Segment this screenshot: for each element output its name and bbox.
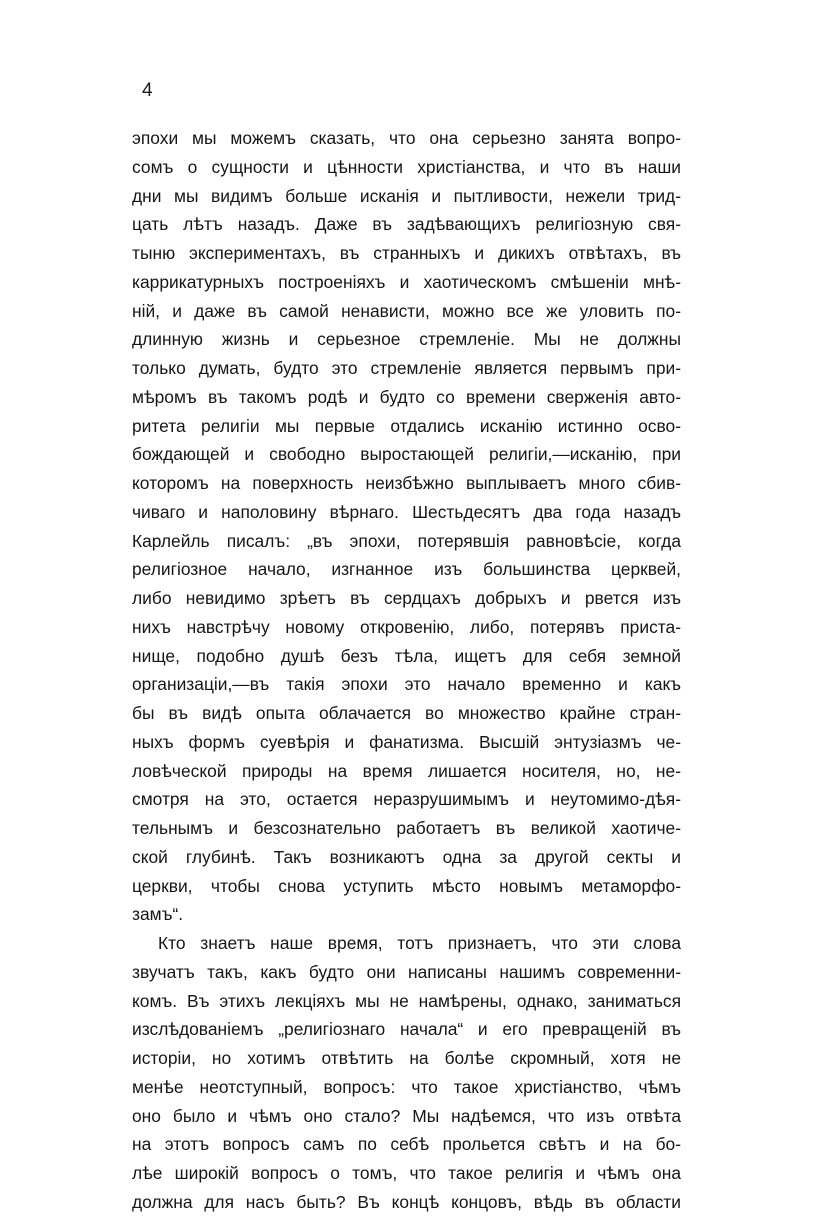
text-line: оно было и чѣмъ оно стало? Мы надѣемся, что изъ отвѣта: [132, 1105, 681, 1126]
body-text: [132, 124, 681, 1217]
text-line: ныхъ формъ суевѣрія и фанатизма. Высшій энтузіазмъ че-: [132, 731, 681, 752]
text-line: Кто знаетъ наше время, тотъ признаетъ, что эти слова: [158, 933, 681, 953]
text-line: церкви, чтобы снова уступить мѣсто новымъ метаморфо-: [132, 875, 681, 896]
text-line: организаціи,—въ такія эпохи это начало временно и какъ: [132, 674, 681, 695]
text-line: эпохи мы можемъ сказать, что она серьезно занята вопро-: [132, 128, 681, 148]
text-line: либо невидимо зрѣетъ въ сердцахъ добрыхъ и рвется изъ: [132, 588, 681, 608]
text-line: смотря на это, остается неразрушимымъ и неутомимо-дѣя-: [132, 789, 681, 810]
text-line: должна для насъ быть? Въ концѣ концовъ, вѣдь въ области: [132, 1191, 681, 1212]
text-line: нище, подобно душѣ безъ тѣла, ищетъ для себя земной: [132, 645, 681, 666]
text-line: ній, и даже въ самой ненависти, можно все же уловить по-: [132, 300, 681, 321]
text-line: длинную жизнь и серьезное стремленіе. Мы не должны: [132, 329, 681, 350]
text-line: мѣромъ въ такомъ родѣ и будто со времени сверженія авто-: [132, 386, 681, 407]
text-line: религіозное начало, изгнанное изъ большинства церквей,: [132, 559, 681, 580]
text-line: каррикатурныхъ построеніяхъ и хаотическомъ смѣшеніи мнѣ-: [132, 271, 681, 292]
text-line: бождающей и свободно выростающей религіи,—исканію, при: [132, 444, 681, 465]
text-line: ловѣческой природы на время лишается носителя, но, не-: [132, 760, 681, 781]
text-line: тельнымъ и безсознательно работаетъ въ великой хаотиче-: [132, 818, 681, 838]
text-line: замъ“.: [132, 904, 184, 925]
text-line: которомъ на поверхность неизбѣжно выплываетъ много сбив-: [132, 473, 681, 493]
text-line: дни мы видимъ больше исканія и пытливости, нежели трид-: [132, 185, 681, 206]
text-line: только думать, будто это стремленіе является первымъ при-: [132, 358, 681, 378]
text-line: лѣе широкій вопросъ о томъ, что такое религія и чѣмъ она: [132, 1163, 681, 1183]
text-line: на этотъ вопросъ самъ по себѣ прольется свѣтъ и на бо-: [132, 1134, 681, 1155]
page-number: 4: [142, 80, 153, 101]
text-line: бы въ видѣ опыта облачается во множество крайне стран-: [132, 703, 681, 723]
text-line: комъ. Въ этихъ лекціяхъ мы не намѣрены, однако, заниматься: [132, 990, 681, 1011]
text-line: изслѣдованіемъ „религіознаго начала“ и его превращеній въ: [132, 1019, 681, 1040]
text-line: нихъ навстрѣчу новому откровенію, либо, потерявъ приста-: [132, 616, 681, 637]
text-line: чиваго и наполовину вѣрнаго. Шестьдесятъ два года назадъ: [132, 501, 681, 522]
text-line: цать лѣтъ назадъ. Даже въ задѣвающихъ религіозную свя-: [132, 214, 681, 235]
text-line: тыню экспериментахъ, въ странныхъ и дикихъ отвѣтахъ, въ: [132, 243, 681, 263]
text-line: ритета религіи мы первые отдались исканію истинно осво-: [132, 415, 681, 436]
text-line: ской глубинѣ. Такъ возникаютъ одна за другой секты и: [132, 846, 681, 867]
text-line: звучатъ такъ, какъ будто они написаны нашимъ современни-: [132, 961, 681, 982]
text-line: исторіи, но хотимъ отвѣтить на болѣе скромный, хотя не: [132, 1048, 681, 1068]
text-line: Карлейль писалъ: „въ эпохи, потерявшія равновѣсіе, когда: [132, 530, 681, 551]
text-line: менѣе неотступный, вопросъ: что такое христіанство, чѣмъ: [132, 1076, 681, 1097]
text-line: сомъ о сущности и цѣнности христіанства, и что въ наши: [132, 156, 681, 177]
